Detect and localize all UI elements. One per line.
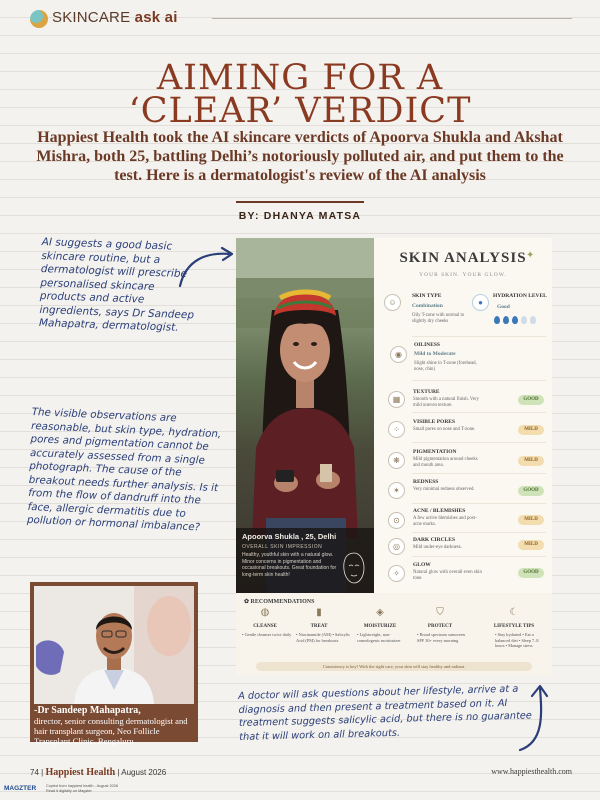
hydration-value: Good xyxy=(497,304,510,310)
acne-title: ACNE / BLEMISHES xyxy=(413,508,466,514)
pores-icon: ⁘ xyxy=(388,421,405,438)
redness-badge: GOOD xyxy=(518,486,544,496)
glow-title: GLOW xyxy=(413,562,431,568)
dark-circles-badge: MILD xyxy=(518,540,544,550)
overall-impression-label: OVERALL SKIN IMPRESSION xyxy=(242,544,323,550)
photo-caption xyxy=(236,528,374,593)
headline-line-1: AIMING FOR A xyxy=(156,58,444,98)
oiliness-note: Slight shine in T-zone (forehead, nose, chin) xyxy=(414,361,477,372)
magazine-name: Happiest Health xyxy=(45,767,116,778)
oil-icon: ◉ xyxy=(390,346,407,363)
magzter-logo: MAGZTER xyxy=(4,785,37,792)
drop-icon: ● xyxy=(472,294,489,311)
hydration-title: HYDRATION LEVEL xyxy=(493,293,547,299)
issue-date: August 2026 xyxy=(121,768,167,777)
skin-analysis-subtitle: YOUR SKIN. YOUR GLOW. xyxy=(419,272,507,278)
website-link[interactable]: www.happiesthealth.com xyxy=(491,767,572,776)
sparkle-icon: ✦ xyxy=(526,250,535,261)
texture-title: TEXTURE xyxy=(413,389,440,395)
dark-circles-note: Mild under-eye darkness. xyxy=(413,545,462,550)
protect-icon: ⛉ xyxy=(436,607,444,618)
texture-note: Smooth with a natural finish. Very mild uneven texture. xyxy=(413,397,479,408)
sparkle-icon: ✧ xyxy=(388,565,405,582)
skin-analysis-title: SKIN ANALYSIS xyxy=(399,250,527,266)
redness-icon: ✶ xyxy=(388,482,405,499)
reco-cleanse-text: • Gentle cleanser twice daily xyxy=(242,632,292,637)
texture-badge: GOOD xyxy=(518,395,544,405)
headline-line-2: ‘CLEAR’ VERDICT xyxy=(128,91,472,131)
pull-quote-ai-routine: AI suggests a good basic skincare routine, but a dermatologist will prescribe personalised skincare products and active ingredients, says Dr Sandeep Mahapatra, dermatologist. xyxy=(38,236,195,334)
reco-moisturize-text: • Lightweight, non-comedogenic moisturizer xyxy=(357,632,401,643)
pigmentation-icon: ❋ xyxy=(388,452,405,469)
doctor-title: director, senior consulting dermatologist and hair transplant surgeon, Neo Follicle Transplant Clinic, Bengaluru xyxy=(34,716,188,746)
recommendations-title: ✿ RECOMMENDATIONS xyxy=(244,599,315,605)
brand-logo-icon xyxy=(30,10,48,28)
moisturize-icon: ◈ xyxy=(376,607,384,618)
skin-type-note: Oily T-zone with normal to slightly dry cheeks xyxy=(412,313,465,324)
reco-treat-title: TREAT xyxy=(310,624,328,629)
texture-icon: ▦ xyxy=(388,391,405,408)
headline xyxy=(40,58,560,131)
eye-icon: ◎ xyxy=(388,538,405,555)
pigmentation-note: Mild pigmentation around cheeks and mouth area. xyxy=(413,457,478,468)
pull-quote-doctor-diagnosis: A doctor will ask questions about her lifestyle, arrive at a diagnosis and then present a treatment based on it. AI treatment suggests salicylic acid, but there is no guarantee that it will work on all breakouts. xyxy=(238,683,533,743)
face-outline-icon xyxy=(340,550,368,586)
overall-impression-text: Healthy, youthful skin with a natural glow. Minor concerns in pigmentation and occasional breakouts. Great foundation for long-term skin health! xyxy=(242,552,337,578)
pores-badge: MILD xyxy=(518,425,544,435)
pores-title: VISIBLE PORES xyxy=(413,419,456,425)
section-label: SKINCARE ask ai xyxy=(52,9,178,26)
page-footer: 74 | Happiest Health | August 2026 xyxy=(30,767,167,778)
oiliness-value: Mild to Moderate xyxy=(414,351,456,357)
page-number: 74 xyxy=(30,768,39,777)
dark-circles-title: DARK CIRCLES xyxy=(413,537,456,543)
doctor-caption xyxy=(34,705,196,746)
pores-note: Small pores on nose and T-zone. xyxy=(413,427,476,432)
pigmentation-badge: MILD xyxy=(518,456,544,466)
subject-name: Apoorva Shukla , 25, Delhi xyxy=(242,532,337,541)
acne-note: A few active blemishes and post-acne marks. xyxy=(413,516,477,527)
reco-protect-title: PROTECT xyxy=(427,624,453,629)
header-rule xyxy=(212,18,572,19)
treat-icon: ▮ xyxy=(316,607,322,618)
glow-note: Natural glow with overall even skin tone. xyxy=(413,570,482,581)
reco-moisturize-title: MOISTURIZE xyxy=(363,624,397,629)
reco-cleanse-title: CLEANSE xyxy=(253,624,277,629)
pigmentation-title: PIGMENTATION xyxy=(413,449,457,455)
arrow-up-icon xyxy=(510,680,554,756)
doctor-photo xyxy=(34,586,194,704)
face-icon: ☺ xyxy=(384,294,401,311)
recommendations-footer: Consistency is key! With the right care, your skin will stay healthy and radiant. xyxy=(256,662,532,671)
acne-icon: ⊙ xyxy=(388,512,405,529)
glow-badge: GOOD xyxy=(518,568,544,578)
acne-badge: MILD xyxy=(518,515,544,525)
cleanse-icon: ◍ xyxy=(260,607,270,618)
byline-rule xyxy=(236,201,364,203)
reco-lifestyle-title: LIFESTYLE TIPS xyxy=(493,624,535,629)
hydration-drop-5 xyxy=(530,316,536,324)
standfirst: Happiest Health took the AI skincare verdicts of Apoorva Shukla and Akshat Mishra, both 25, battling Delhi’s notoriously polluted air, and put them to the test. Here is a dermatologist's review of the AI analysis xyxy=(36,129,564,184)
magzter-notice: Copied from happiest health - August 2026 Read it digitally on Magzter xyxy=(46,784,118,793)
hydration-drop-2 xyxy=(503,316,509,324)
hydration-drop-3 xyxy=(512,316,518,324)
hydration-meter xyxy=(494,316,536,324)
reco-lifestyle-text: • Stay hydrated • Eat a balanced diet • Sleep 7–8 hours • Manage stress xyxy=(495,632,539,648)
hydration-drop-1 xyxy=(494,316,500,324)
redness-note: Very minimal redness observed. xyxy=(413,487,475,492)
moon-icon: ☾ xyxy=(509,607,519,618)
doctor-name: -Dr Sandeep Mahapatra, xyxy=(34,705,141,716)
hydration-drop-4 xyxy=(521,316,527,324)
reco-treat-text: • Niacinamide (AM) • Salicylic Acid (PM) for breakouts xyxy=(296,632,351,643)
skin-type-value: Combination xyxy=(412,303,443,309)
arrow-right-icon xyxy=(176,244,238,290)
oiliness-title: OILINESS xyxy=(414,342,440,348)
reco-protect-text: • Broad spectrum sunscreen SPF 30+ every morning xyxy=(417,632,465,643)
pull-quote-observations: The visible observations are reasonable, but skin type, hydration, pores and pigmentation cannot be accurately assessed from a single photograph. The cause of the breakout needs further analysis. Is it from the flow of dandruff into the face, allergic dermatitis due to pollution or hormonal imbalance? xyxy=(26,406,222,534)
byline: BY: DHANYA MATSA xyxy=(238,210,362,222)
skin-type-title: SKIN TYPE xyxy=(412,293,442,299)
redness-title: REDNESS xyxy=(413,479,439,485)
doctor-portrait-illustration xyxy=(34,586,194,704)
